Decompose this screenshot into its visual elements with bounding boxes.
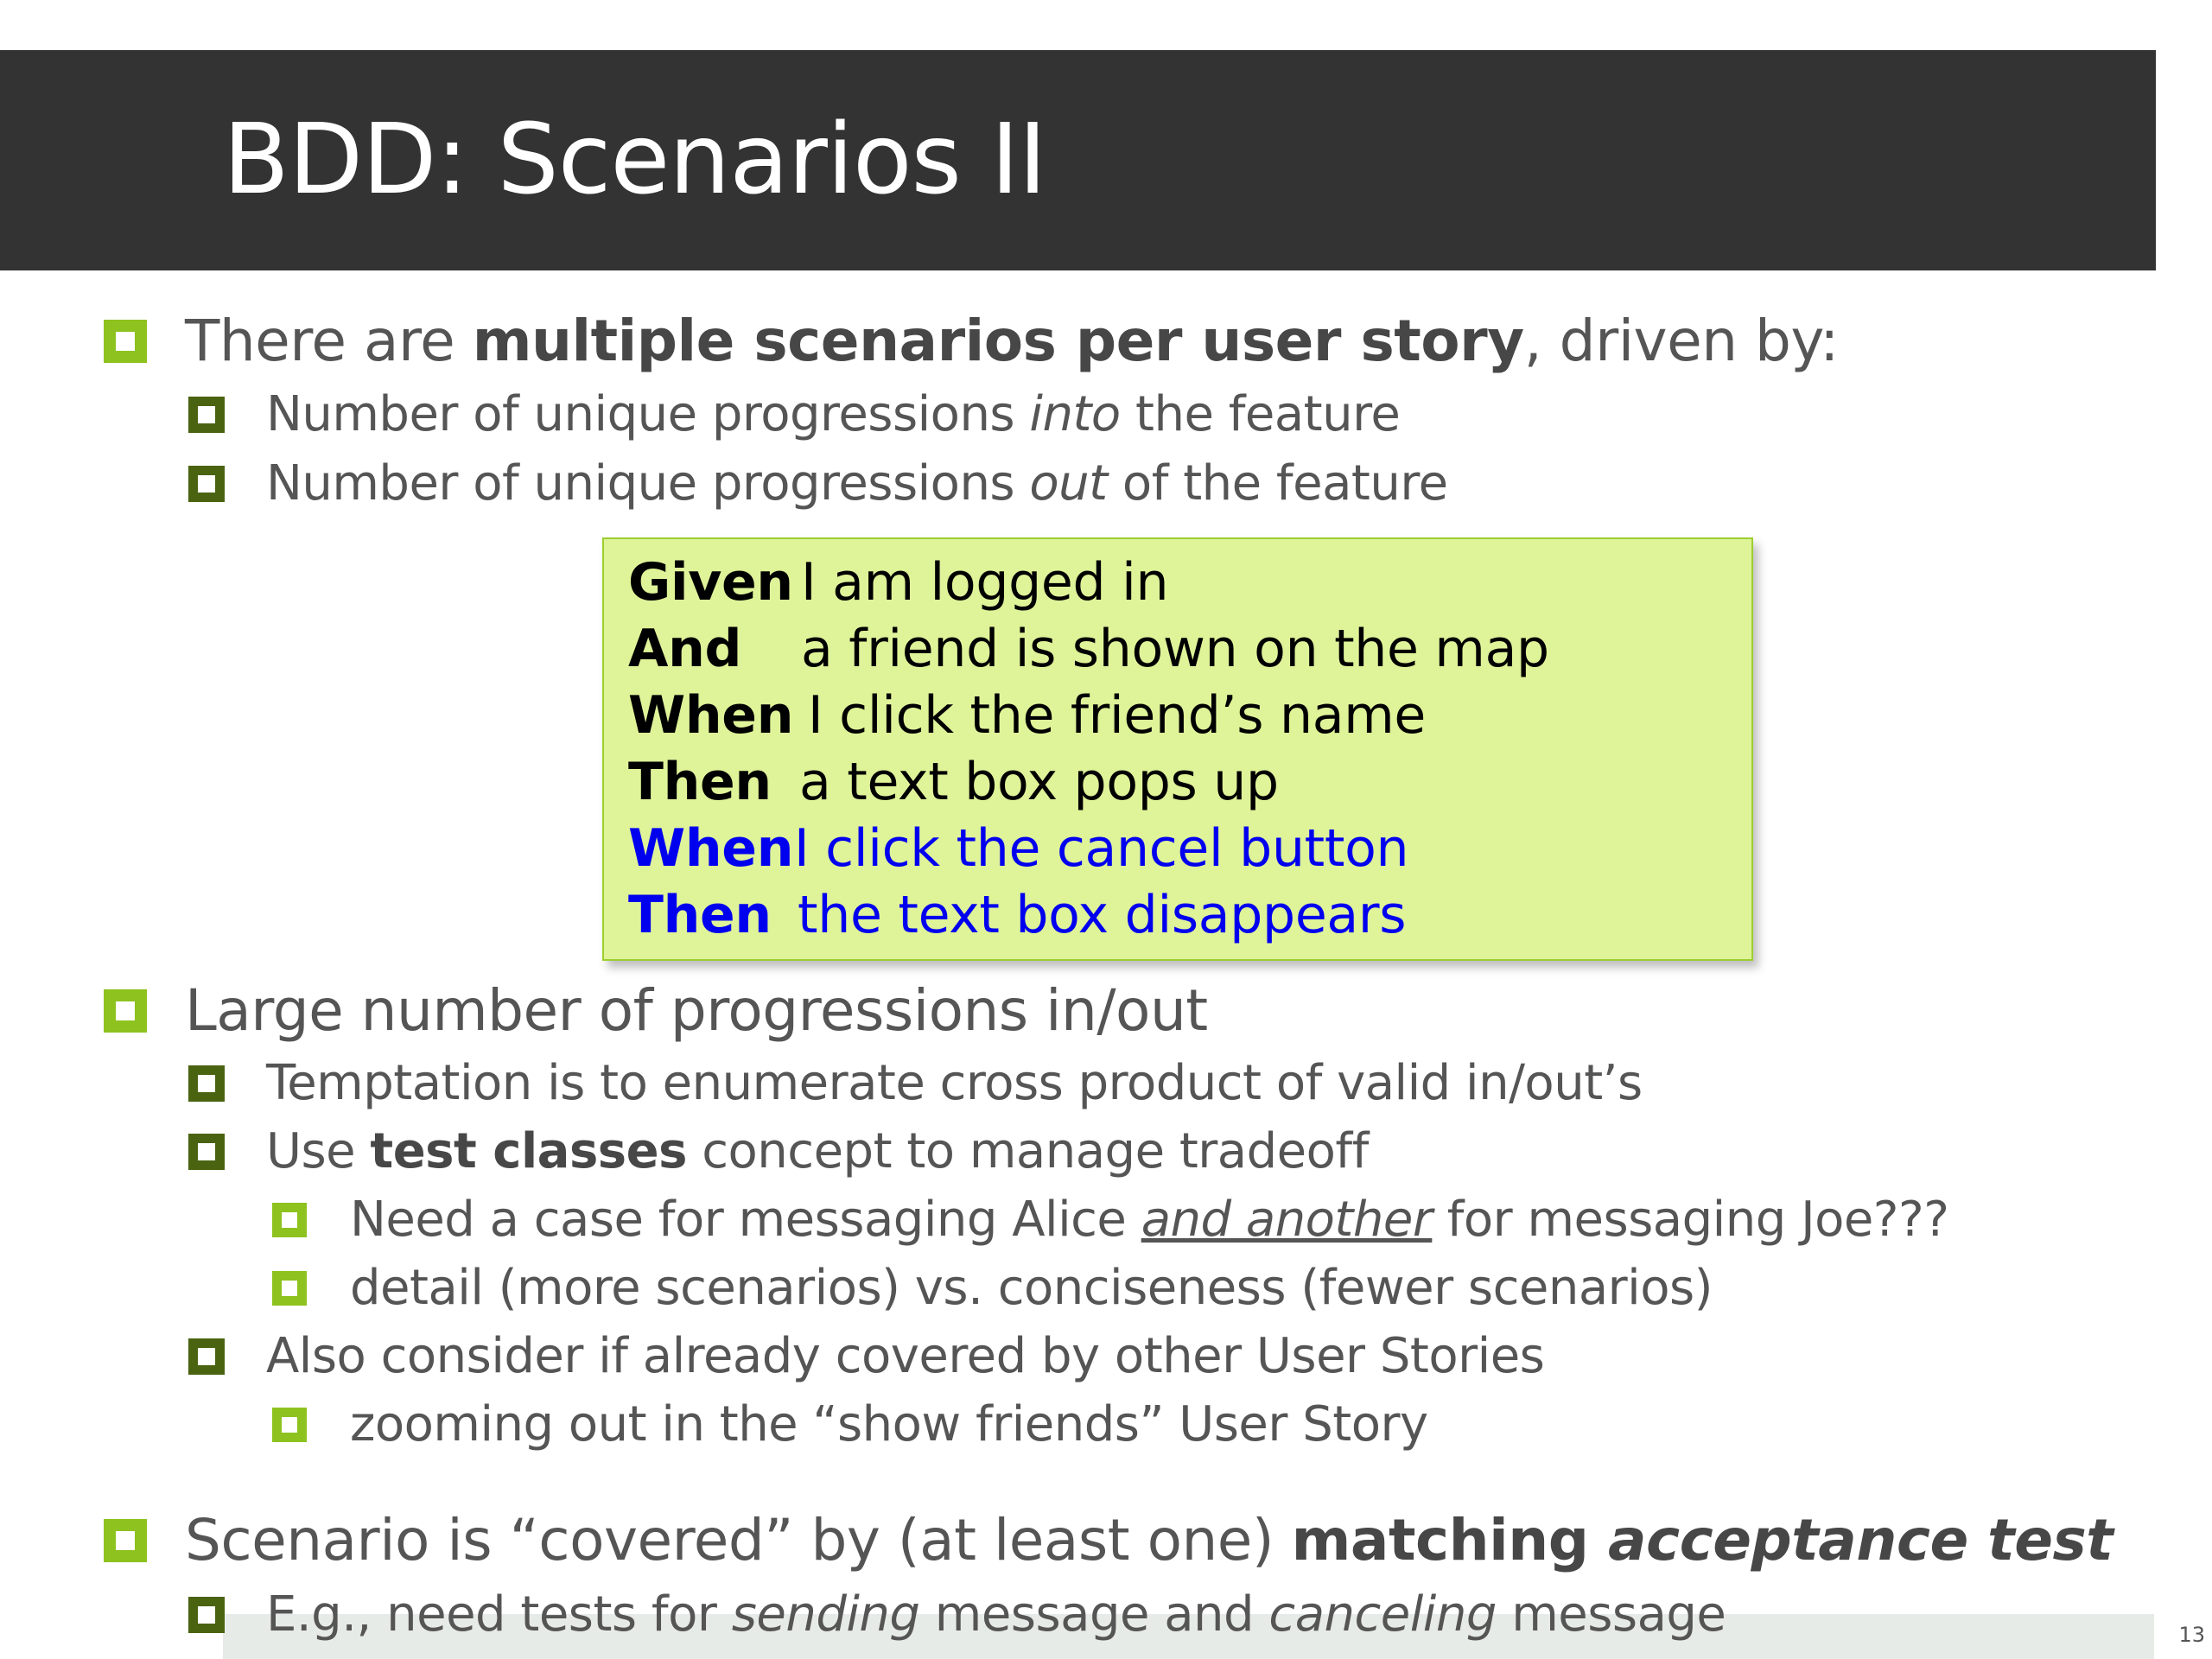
bullet-large-number [104, 976, 1208, 1046]
page-number: 13 [2178, 1623, 2205, 1647]
bullet-text: Large number of progressions in/out [185, 977, 1208, 1044]
sub-sub-bullet-alice-joe [272, 1190, 1948, 1250]
bullet-text: zooming out in the “show friends” User Story [350, 1396, 1428, 1452]
scenario-line-highlighted: WhenI click the cancel button [628, 818, 1409, 879]
scenario-line: When I click the friend’s name [628, 685, 1426, 746]
bullet-text: There are multiple scenarios per user story, driven by: [185, 308, 1839, 374]
bullet-square-icon [272, 1203, 307, 1237]
sub-bullet-temptation [188, 1053, 1643, 1114]
bullet-square-icon [188, 1134, 225, 1170]
scenario-line: Then a text box pops up [628, 752, 1279, 812]
sub-bullet-other-stories [188, 1326, 1544, 1387]
bullet-square-icon [188, 1338, 225, 1375]
sub-bullet-into [188, 385, 1400, 445]
bullet-square-icon [188, 1065, 225, 1102]
sub-bullet-test-classes [188, 1122, 1369, 1182]
sub-sub-bullet-detail [272, 1258, 1713, 1319]
sub-bullet-example [188, 1585, 1726, 1645]
scenario-line-highlighted: Then the text box disappears [628, 885, 1407, 945]
bullet-text: Use test classes concept to manage tradeoff [266, 1123, 1369, 1179]
bullet-text: Number of unique progressions into the feature [266, 386, 1401, 442]
bullet-square-icon [188, 1597, 225, 1633]
bullet-text: Temptation is to enumerate cross product of valid in/out’s [266, 1055, 1643, 1111]
sub-sub-bullet-zooming [272, 1395, 1428, 1455]
slide-title: BDD: Scenarios II [223, 104, 1046, 216]
sub-bullet-out [188, 454, 1448, 514]
bullet-square-icon [272, 1408, 307, 1442]
bullet-text: Number of unique progressions out of the feature [266, 455, 1448, 512]
bullet-square-icon [104, 320, 147, 363]
bullet-text: Also consider if already covered by other User Stories [266, 1328, 1545, 1384]
bullet-text: detail (more scenarios) vs. conciseness (fewer scenarios) [350, 1260, 1713, 1316]
bullet-text: E.g., need tests for sending message and canceling message [266, 1586, 1726, 1643]
bullet-covered [104, 1506, 2113, 1575]
bullet-text: Need a case for messaging Alice and another for messaging Joe??? [350, 1192, 1949, 1248]
bullet-square-icon [188, 466, 225, 502]
scenario-callout-box [602, 537, 1753, 961]
scenario-line: Given I am logged in [628, 552, 1169, 613]
bullet-square-icon [272, 1271, 307, 1306]
scenario-line: And a friend is shown on the map [628, 619, 1549, 679]
bullet-multiple-scenarios [104, 307, 1839, 376]
bullet-square-icon [188, 397, 225, 433]
bullet-square-icon [104, 1519, 147, 1562]
bullet-text: Scenario is “covered” by (at least one) matching acceptance test [185, 1507, 2113, 1573]
bullet-square-icon [104, 989, 147, 1033]
